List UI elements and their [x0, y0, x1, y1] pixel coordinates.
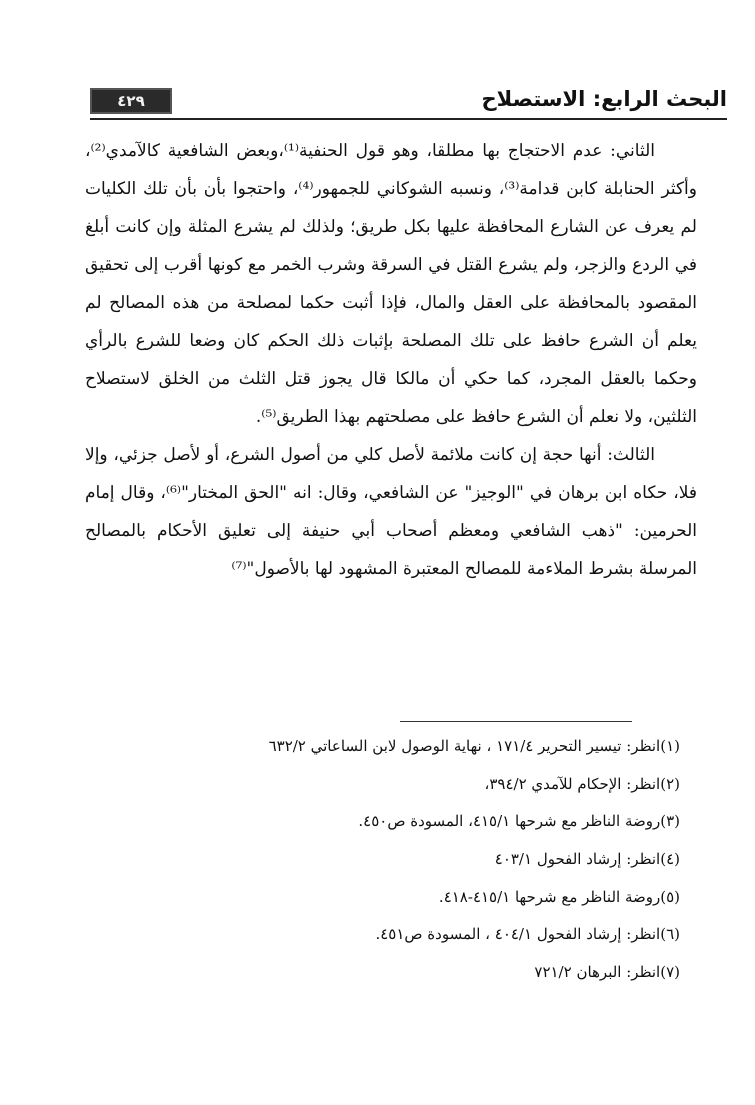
page-number-badge — [90, 88, 172, 114]
footnote-6: (٦)انظر: إرشاد الفحول ٤٠٤/١ ، المسودة ص٤٥١. — [375, 925, 680, 944]
paragraph-second-opinion: الثاني: عدم الاحتجاج بها مطلقا، وهو قول الحنفية⁽¹⁾،وبعض الشافعية كالآمدي⁽²⁾، وأكثر الحنابلة كابن قدامة⁽³⁾، ونسبه الشوكاني للجمهور⁽⁴⁾، واحتجوا بأن بأن تلك الكليات لم يعرف عن الشارع المحافظة عليها بكل طريق؛ ولذلك لم يشرع المثلة وإن كانت أبلغ في الردع والزجر، ولم يشرع القتل في السرقة وشرب الخمر مع كونها أقرب إلى تحقيق المقصود بالمحافظة على العقل والمال، فإذا أثبت حكما لمصلحة من هذه المصالح لم يعلم أن الشرع حافظ على تلك المصلحة بإثبات ذلك الحكم كان وضعا للشرع بالرأي وحكما بالعقل المجرد، كما حكي أن مالكا قال يجوز قتل الثلث من الخلق لاستصلاح الثلثين، ولا نعلم أن الشرع حافظ على مصلحتهم بهذا الطريق⁽⁵⁾. — [85, 141, 697, 427]
paragraph-third-opinion: الثالث: أنها حجة إن كانت ملائمة لأصل كلي من أصول الشرع، أو لأصل جزئي، وإلا فلا، حكاه ابن برهان في "الوجيز" عن الشافعي، وقال: انه "الحق المختار"⁽⁶⁾، وقال إمام الحرمين: "ذهب الشافعي ومعظم أصحاب أبي حنيفة إلى تعليق الأحكام بالمصالح المرسلة بشرط الملاءمة للمصالح المعتبرة المشهود لها بالأصول"⁽⁷⁾ — [85, 445, 698, 579]
page-number: ٤٢٩ — [117, 92, 145, 110]
running-title: البحث الرابع: الاستصلاح — [481, 87, 727, 111]
page-header — [90, 82, 727, 124]
footnote-1: (١)انظر: تيسير التحرير ١٧١/٤ ، نهاية الوصول لابن الساعاتي ٦٣٢/٢ — [268, 737, 680, 755]
header-rule — [90, 118, 727, 120]
footnote-7: (٧)انظر: البرهان ٧٢١/٢ — [534, 963, 680, 982]
footnotes — [85, 728, 680, 992]
body-text — [85, 132, 697, 588]
footnote-separator — [400, 721, 632, 722]
footnote-2: (٢)انظر: الإحكام للآمدي ٣٩٤/٢، — [484, 774, 680, 793]
footnote-3: (٣)روضة الناظر مع شرحها ٤١٥/١، المسودة ص٤٥٠. — [358, 812, 680, 831]
footnote-4: (٤)انظر: إرشاد الفحول ٤٠٣/١ — [494, 850, 680, 869]
footnote-5: (٥)روضة الناظر مع شرحها ٤١٥/١-٤١٨. — [438, 887, 680, 906]
